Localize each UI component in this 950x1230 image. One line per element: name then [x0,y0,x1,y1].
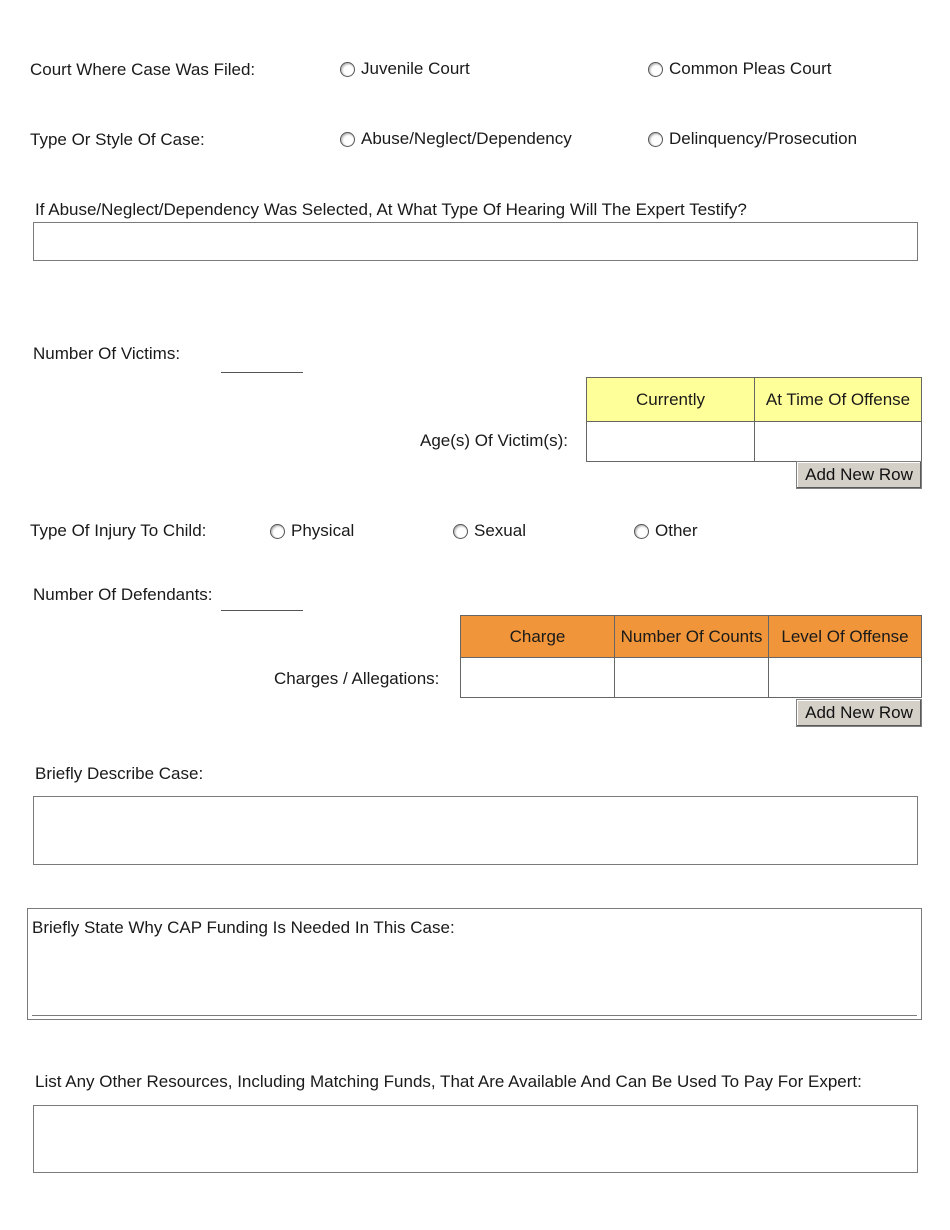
cap-funding-divider [32,1015,917,1016]
describe-case-field[interactable] [33,796,918,865]
defendants-count-label: Number Of Defendants: [33,585,213,604]
add-victim-row-button[interactable]: Add New Row [796,461,922,489]
radio-abuse-neglect-dependency[interactable] [340,129,572,149]
column-header-charge: Charge [461,616,615,658]
radio-label: Sexual [474,521,526,540]
case-type-label: Type Or Style Of Case: [30,130,205,149]
charges-table [460,615,922,698]
table-header-row [461,616,922,658]
radio-label: Other [655,521,698,540]
radio-circle-icon[interactable] [634,524,649,539]
court-label: Court Where Case Was Filed: [30,60,256,79]
radio-circle-icon[interactable] [340,62,355,77]
radio-circle-icon[interactable] [453,524,468,539]
radio-circle-icon[interactable] [648,62,663,77]
radio-label: Delinquency/Prosecution [669,129,858,148]
radio-physical[interactable] [270,521,354,541]
hearing-label: If Abuse/Neglect/Dependency Was Selected, At What Type Of Hearing Will The Expert Testify? [35,200,747,219]
radio-delinquency-prosecution[interactable] [648,129,857,149]
radio-label: Abuse/Neglect/Dependency [361,129,572,148]
column-header-level-of-offense: Level Of Offense [769,616,922,658]
number-of-counts-cell[interactable] [615,658,769,698]
age-currently-cell[interactable] [587,422,755,462]
victim-ages-table [586,377,922,462]
radio-circle-icon[interactable] [270,524,285,539]
victims-count-field[interactable] [221,371,303,373]
charge-cell[interactable] [461,658,615,698]
charges-label: Charges / Allegations: [274,669,440,688]
table-row [461,658,922,698]
column-header-currently: Currently [587,378,755,422]
radio-other[interactable] [634,521,698,541]
defendants-count-field[interactable] [221,609,303,611]
radio-label: Physical [291,521,355,540]
radio-label: Juvenile Court [361,59,470,78]
table-row [587,422,922,462]
radio-juvenile-court[interactable] [340,59,470,79]
other-resources-label: List Any Other Resources, Including Matching Funds, That Are Available And Can Be Used To Pay For Expert: [35,1072,862,1091]
other-resources-field[interactable] [33,1105,918,1173]
cap-funding-field[interactable] [27,908,922,1020]
radio-common-pleas-court[interactable] [648,59,832,79]
victim-ages-label: Age(s) Of Victim(s): [420,431,568,450]
column-header-at-time-of-offense: At Time Of Offense [755,378,922,422]
add-charge-row-button[interactable]: Add New Row [796,699,922,727]
injury-type-label: Type Of Injury To Child: [30,521,207,540]
table-header-row [587,378,922,422]
describe-case-label: Briefly Describe Case: [35,764,204,783]
radio-circle-icon[interactable] [648,132,663,147]
radio-label: Common Pleas Court [669,59,832,78]
victims-count-label: Number Of Victims: [33,344,181,363]
radio-circle-icon[interactable] [340,132,355,147]
level-of-offense-cell[interactable] [769,658,922,698]
radio-sexual[interactable] [453,521,526,541]
cap-funding-label: Briefly State Why CAP Funding Is Needed In This Case: [32,918,455,937]
column-header-number-of-counts: Number Of Counts [615,616,769,658]
age-at-offense-cell[interactable] [755,422,922,462]
hearing-type-field[interactable] [33,222,918,261]
